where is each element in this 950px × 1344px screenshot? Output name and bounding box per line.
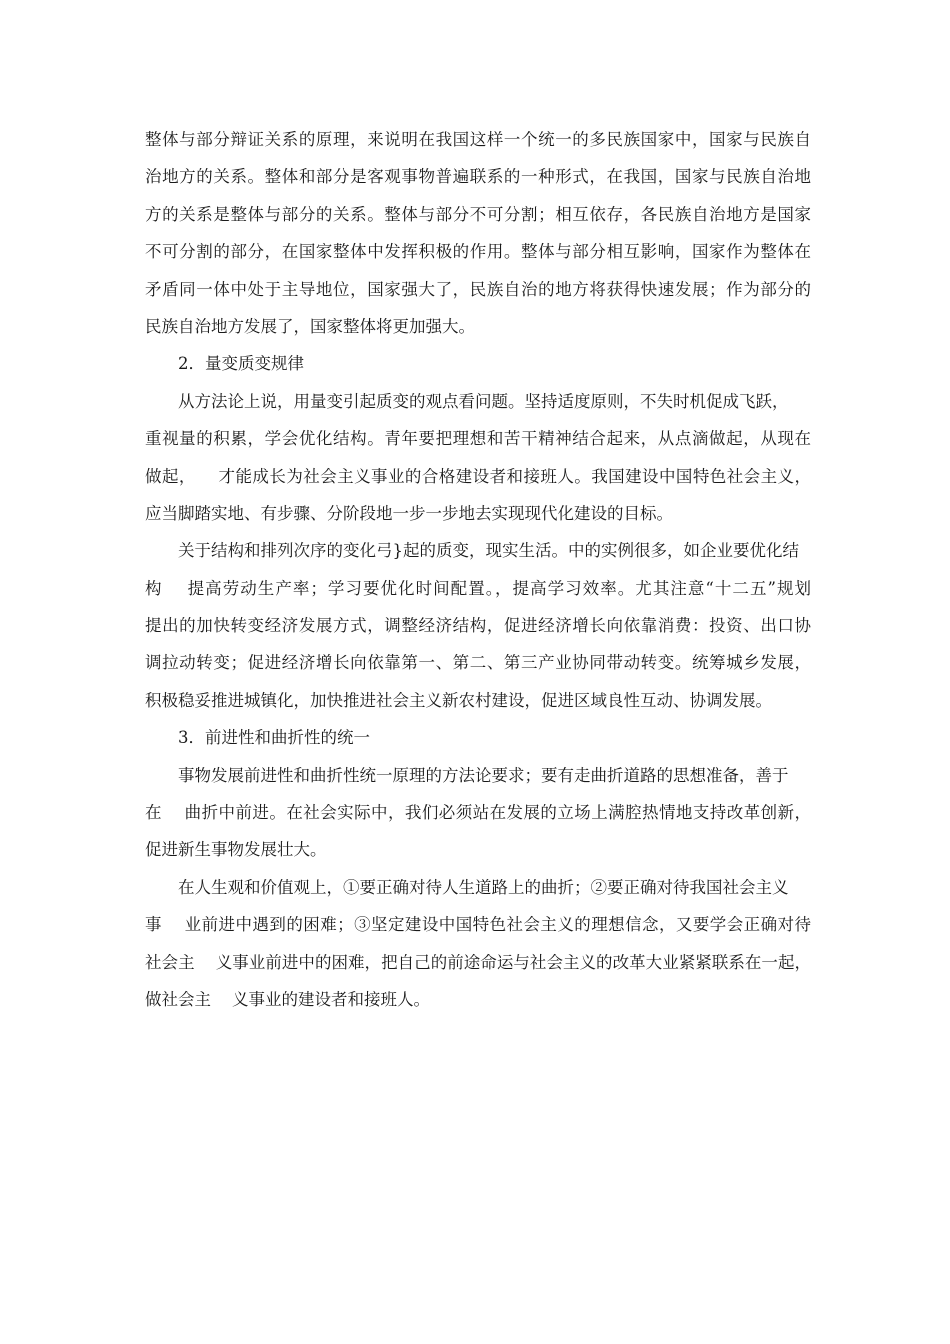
text-line: 社会主 义事业前进中的困难，把自己的前途命运与社会主义的改革大业紧紧联系在一起， [145, 952, 811, 972]
text-line: 民族自治地方发展了，国家整体将更加强大。 [145, 316, 475, 336]
text-line: 从方法论上说，用量变引起质变的观点看问题。坚持适度原则，不失时机促成飞跃， [178, 391, 789, 411]
text-line: 不可分割的部分，在国家整体中发挥积极的作用。整体与部分相互影响，国家作为整体在 [145, 242, 811, 262]
text-line: 促进新生事物发展壮大。 [145, 840, 327, 860]
text-line: 在 曲折中前进。在社会实际中，我们必须站在发展的立场上满腔热情地支持改革创新， [145, 803, 811, 823]
text-line: 事 业前进中遇到的困难；③坚定建设中国特色社会主义的理想信念，又要学会正确对待 [145, 915, 811, 935]
text-line: 事物发展前进性和曲折性统一原理的方法论要求；要有走曲折道路的思想准备，善于 [178, 765, 789, 785]
text-line: 方的关系是整体与部分的关系。整体与部分不可分割；相互依存，各民族自治地方是国家 [145, 204, 811, 224]
text-line: 重视量的积累，学会优化结构。青年要把理想和苦干精神结合起来，从点滴做起，从现在 [145, 429, 811, 449]
text-line: 治地方的关系。整体和部分是客观事物普遍联系的一种形式，在我国，国家与民族自治地 [145, 167, 811, 187]
text-line: 调拉动转变；促进经济增长向依靠第一、第二、第三产业协同带动转变。统筹城乡发展， [145, 653, 811, 673]
text-line: 做社会主 义事业的建设者和接班人。 [145, 989, 430, 1009]
text-line: 关于结构和排列次序的变化弓}起的质变，现实生活。中的实例很多，如企业要优化结 [178, 541, 799, 561]
text-line: 在人生观和价值观上，①要正确对待人生道路上的曲折；②要正确对待我国社会主义 [178, 877, 789, 897]
text-line: 应当脚踏实地、有步骤、分阶段地一步一步地去实现现代化建设的目标。 [145, 503, 673, 523]
text-line: 整体与部分辩证关系的原理，来说明在我国这样一个统一的多民族国家中，国家与民族自 [145, 130, 811, 149]
section-heading: 3．前进性和曲折性的统一 [178, 728, 370, 748]
text-line: 提出的加快转变经济发展方式，调整经济结构，促进经济增长向依靠消费：投资、出口协 [145, 616, 811, 636]
text-line: 做起， 才能成长为社会主义事业的合格建设者和接班人。我国建设中国特色社会主义， [145, 466, 811, 486]
section-heading: 2．量变质变规律 [178, 354, 304, 374]
document-body [145, 121, 811, 1018]
text-line: 矛盾同一体中处于主导地位，国家强大了，民族自治的地方将获得快速发展；作为部分的 [145, 279, 811, 299]
text-line: 构 提高劳动生产率；学习要优化时间配置。，提高学习效率。尤其注意“十二五”规划 [145, 578, 811, 598]
text-line: 积极稳妥推进城镇化，加快推进社会主义新农村建设，促进区域良性互动、协调发展。 [145, 690, 772, 710]
